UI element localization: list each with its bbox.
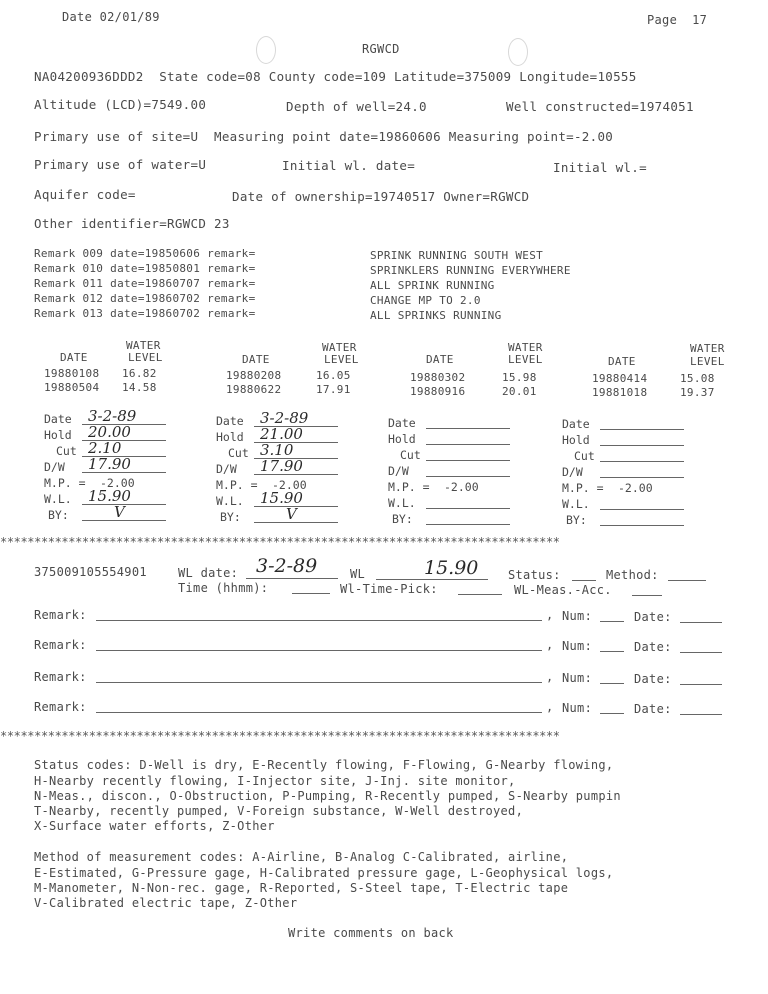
col-header-water: WATER [322,341,357,354]
history-level: 19.37 [680,386,715,399]
entry-label-date: Date [44,412,72,426]
entry-field-date[interactable] [600,429,684,430]
wl-meas-acc-label: WL-Meas.-Acc. [514,583,612,597]
entry-field-by[interactable] [426,524,510,525]
remark-comma: , [546,670,554,684]
entry-label-by: BY: [220,510,241,524]
history-level: 20.01 [502,385,537,398]
remark-field[interactable] [96,712,542,713]
status-codes-line: H-Nearby recently flowing, I-Injector site, J-Inj. site monitor, [34,774,516,788]
num-field[interactable] [600,621,624,622]
wl-date-value: 3-2-89 [256,555,318,577]
wl-date-field[interactable] [246,578,338,579]
time-field[interactable] [292,593,330,594]
col-header-level: LEVEL [690,355,725,368]
well-constructed: Well constructed=1974051 [506,99,694,114]
history-level: 17.91 [316,383,351,396]
remark-comma: , [546,700,554,714]
entry-value-cut: 2.10 [88,439,122,457]
history-date: 19880622 [226,383,282,396]
method-field[interactable] [668,580,706,581]
star-separator: ********************************************************************************** [0,535,560,549]
num-label: Num: [562,639,593,653]
col-header-date: DATE [608,355,636,368]
col-header-water: WATER [690,342,725,355]
method-codes-line: V-Calibrated electric tape, Z-Other [34,896,298,910]
date-label: Date: [634,702,672,716]
entry-label-cut: Cut [574,449,595,463]
entry-label-cut: Cut [228,446,249,460]
ownership: Date of ownership=19740517 Owner=RGWCD [232,189,530,204]
entry-field-cut[interactable] [426,460,510,461]
entry-value-wl: 15.90 [88,487,131,505]
header-date: Date 02/01/89 [62,10,160,24]
star-separator: ********************************************************************************** [0,729,560,743]
entry-label-mp: M.P. = [388,480,430,494]
entry-site-id: 375009105554901 [34,565,147,579]
entry-label-wl: W.L. [388,496,416,510]
entry-value-dw: 17.90 [88,455,131,473]
entry-label-dw: D/W [562,465,583,479]
date-label: Date: [634,672,672,686]
remark-log-text: CHANGE MP TO 2.0 [370,294,481,307]
other-identifier: Other identifier=RGWCD 23 [34,216,230,231]
entry-label-mp: M.P. = [44,476,86,490]
depth-of-well: Depth of well=24.0 [286,99,427,114]
entry-value-by: V [114,503,125,521]
entry-value-mp: -2.00 [444,480,479,494]
entry-label-wl: W.L. [562,497,590,511]
entry-value-date: 3-2-89 [260,409,309,427]
history-level: 15.08 [680,372,715,385]
remark-label: Remark: [34,670,87,684]
remark-field[interactable] [96,650,542,651]
wl-time-pick-field[interactable] [458,594,502,595]
punch-hole-mark [256,36,276,64]
date-field[interactable] [680,622,722,623]
entry-field-hold[interactable] [426,444,510,445]
entry-label-by: BY: [392,512,413,526]
entry-value-by: V [286,505,297,523]
entry-field-wl[interactable] [600,509,684,510]
history-date: 19880108 [44,367,100,380]
entry-value-mp: -2.00 [100,476,135,490]
entry-label-mp: M.P. = [216,478,258,492]
history-date: 19880414 [592,372,648,385]
wl-label: WL [350,567,366,581]
col-header-level: LEVEL [324,353,359,366]
history-level: 14.58 [122,381,157,394]
entry-label-date: Date [216,414,244,428]
footer-note: Write comments on back [288,926,454,940]
entry-field-cut[interactable] [600,461,684,462]
remark-label: Remark: [34,608,87,622]
col-header-water: WATER [126,339,161,352]
entry-field-dw[interactable] [426,476,510,477]
history-date: 19880916 [410,385,466,398]
wl-date-label: WL date: [178,566,239,580]
entry-value-hold: 21.00 [260,425,303,443]
entry-label-by: BY: [48,508,69,522]
status-codes-line: X-Surface water efforts, Z-Other [34,819,275,833]
entry-label-dw: D/W [44,460,65,474]
entry-field-hold[interactable] [600,445,684,446]
remark-log-entry: Remark 013 date=19860702 remark= [34,307,256,320]
col-header-date: DATE [60,351,88,364]
history-date: 19881018 [592,386,648,399]
wl-meas-acc-field[interactable] [632,595,662,596]
entry-value-date: 3-2-89 [88,407,137,425]
remark-field[interactable] [96,682,542,683]
entry-value-cut: 3.10 [260,441,294,459]
entry-label-dw: D/W [216,462,237,476]
date-label: Date: [634,640,672,654]
history-level: 15.98 [502,371,537,384]
altitude: Altitude (LCD)=7549.00 [34,97,207,112]
entry-label-mp: M.P. = [562,481,604,495]
col-header-date: DATE [426,353,454,366]
col-header-date: DATE [242,353,270,366]
entry-field-wl[interactable] [426,508,510,509]
wl-field[interactable] [376,579,488,580]
site-id-line: NA04200936DDD2 State code=08 County code=109 Latitude=375009 Longitude=10555 [34,69,637,84]
entry-label-hold: Hold [216,430,244,444]
method-codes-line: E-Estimated, G-Pressure gage, H-Calibrated pressure gage, L-Geophysical logs, [34,866,614,880]
entry-label-wl: W.L. [44,492,72,506]
entry-value-mp: -2.00 [272,478,307,492]
entry-label-wl: W.L. [216,494,244,508]
header-agency: RGWCD [362,42,400,56]
date-label: Date: [634,610,672,624]
aquifer-code: Aquifer code= [34,187,136,202]
entry-label-hold: Hold [562,433,590,447]
time-label: Time (hhmm): [178,581,269,595]
primary-use-site: Primary use of site=U Measuring point date=19860606 Measuring point=-2.00 [34,129,614,144]
remark-log-entry: Remark 011 date=19860707 remark= [34,277,256,290]
col-header-level: LEVEL [128,351,163,364]
remark-log-text: SPRINK RUNNING SOUTH WEST [370,249,544,262]
history-date: 19880208 [226,369,282,382]
history-date: 19880302 [410,371,466,384]
entry-field-date[interactable] [426,428,510,429]
initial-wl: Initial wl.= [553,160,647,175]
remark-field[interactable] [96,620,542,621]
entry-value-wl: 15.90 [260,489,303,507]
entry-label-cut: Cut [56,444,77,458]
method-label: Method: [606,568,659,582]
remark-comma: , [546,638,554,652]
wl-time-pick-label: Wl-Time-Pick: [340,582,438,596]
entry-value-mp: -2.00 [618,481,653,495]
date-field[interactable] [680,652,722,653]
history-level: 16.82 [122,367,157,380]
remark-comma: , [546,608,554,622]
remark-log-text: ALL SPRINK RUNNING [370,279,495,292]
remark-log-entry: Remark 010 date=19850801 remark= [34,262,256,275]
entry-field-dw[interactable] [600,477,684,478]
header-page-number: Page 17 [647,13,708,27]
num-field[interactable] [600,713,624,714]
entry-label-cut: Cut [400,448,421,462]
punch-hole-mark [508,38,528,66]
entry-label-hold: Hold [44,428,72,442]
status-label: Status: [508,568,561,582]
col-header-water: WATER [508,341,543,354]
method-codes-line: M-Manometer, N-Non-rec. gage, R-Reported, S-Steel tape, T-Electric tape [34,881,569,895]
num-field[interactable] [600,651,624,652]
entry-label-date: Date [562,417,590,431]
initial-wl-date: Initial wl. date= [282,158,416,173]
num-label: Num: [562,671,593,685]
method-codes-line: Method of measurement codes: A-Airline, B-Analog C-Calibrated, airline, [34,850,569,864]
status-codes-line: N-Meas., discon., O-Obstruction, P-Pumping, R-Recently pumped, S-Nearby pumpin [34,789,621,803]
status-field[interactable] [572,580,596,581]
col-header-level: LEVEL [508,353,543,366]
entry-label-dw: D/W [388,464,409,478]
remark-log-text: SPRINKLERS RUNNING EVERYWHERE [370,264,571,277]
remark-label: Remark: [34,638,87,652]
remark-label: Remark: [34,700,87,714]
entry-label-by: BY: [566,513,587,527]
date-field[interactable] [680,684,722,685]
date-field[interactable] [680,714,722,715]
entry-value-dw: 17.90 [260,457,303,475]
num-field[interactable] [600,683,624,684]
entry-field-by[interactable] [600,525,684,526]
wl-value: 15.90 [424,557,479,579]
entry-label-date: Date [388,416,416,430]
history-level: 16.05 [316,369,351,382]
status-codes-line: T-Nearby, recently pumped, V-Foreign substance, W-Well destroyed, [34,804,524,818]
remark-log-entry: Remark 012 date=19860702 remark= [34,292,256,305]
num-label: Num: [562,609,593,623]
num-label: Num: [562,701,593,715]
status-codes-line: Status codes: D-Well is dry, E-Recently flowing, F-Flowing, G-Nearby flowing, [34,758,614,772]
entry-value-hold: 20.00 [88,423,131,441]
entry-label-hold: Hold [388,432,416,446]
remark-log-entry: Remark 009 date=19850606 remark= [34,247,256,260]
remark-log-text: ALL SPRINKS RUNNING [370,309,502,322]
primary-use-water: Primary use of water=U [34,157,207,172]
history-date: 19880504 [44,381,100,394]
